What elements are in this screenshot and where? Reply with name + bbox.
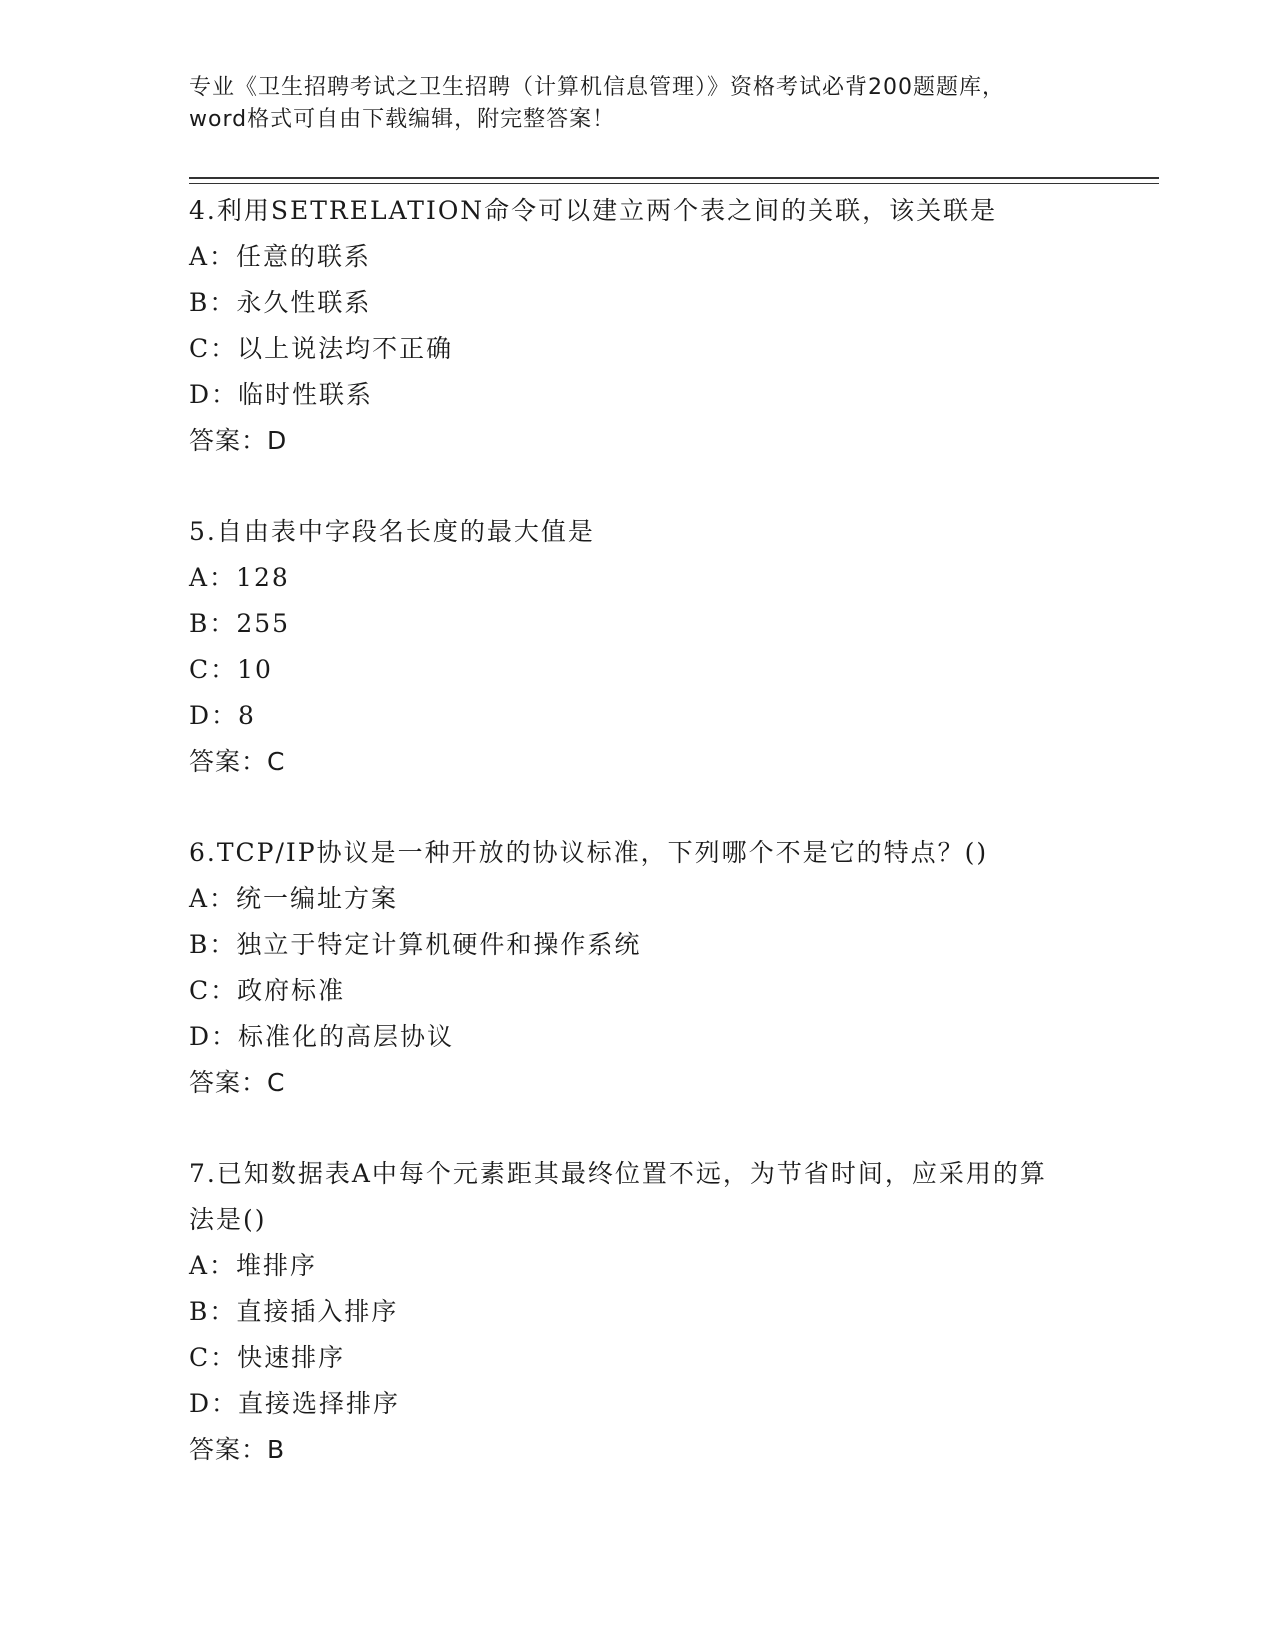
header-line-2: word格式可自由下载编辑，附完整答案！ (189, 107, 616, 132)
question-list (189, 188, 1089, 1518)
option-d: D：标准化的高层协议 (189, 1022, 455, 1051)
question-title: 4.利用SETRELATION命令可以建立两个表之间的关联，该关联是 (189, 196, 998, 225)
header-divider-thick (189, 177, 1159, 179)
option-c: C：10 (189, 655, 273, 684)
question-7 (189, 1151, 1089, 1473)
answer-line: 答案：C (189, 1068, 286, 1097)
question-6 (189, 830, 1089, 1106)
question-title: 5.自由表中字段名长度的最大值是 (189, 517, 595, 546)
option-b: B：永久性联系 (189, 288, 372, 317)
answer-line: 答案：D (189, 426, 288, 455)
option-b: B：独立于特定计算机硬件和操作系统 (189, 930, 642, 959)
question-4 (189, 188, 1089, 464)
option-c: C：快速排序 (189, 1343, 346, 1372)
header-line-1: 专业《卫生招聘考试之卫生招聘（计算机信息管理）》资格考试必背200题题库， (189, 75, 1005, 100)
option-a: A：统一编址方案 (189, 884, 399, 913)
question-title: 7.已知数据表A中每个元素距其最终位置不远，为节省时间，应采用的算法是() (189, 1159, 1047, 1234)
option-d: D：8 (189, 701, 256, 730)
option-c: C：政府标准 (189, 976, 346, 1005)
answer-line: 答案：C (189, 747, 286, 776)
option-a: A：128 (189, 563, 290, 592)
option-b: B：255 (189, 609, 291, 638)
option-a: A：堆排序 (189, 1251, 318, 1280)
option-a: A：任意的联系 (189, 242, 372, 271)
option-d: D：临时性联系 (189, 380, 374, 409)
question-5 (189, 509, 1089, 785)
document-header (189, 72, 1089, 136)
header-divider-thin (189, 183, 1159, 184)
answer-line: 答案：B (189, 1435, 286, 1464)
option-d: D：直接选择排序 (189, 1389, 401, 1418)
option-c: C：以上说法均不正确 (189, 334, 454, 363)
question-title: 6.TCP/IP协议是一种开放的协议标准，下列哪个不是它的特点？() (189, 838, 989, 867)
option-b: B：直接插入排序 (189, 1297, 399, 1326)
